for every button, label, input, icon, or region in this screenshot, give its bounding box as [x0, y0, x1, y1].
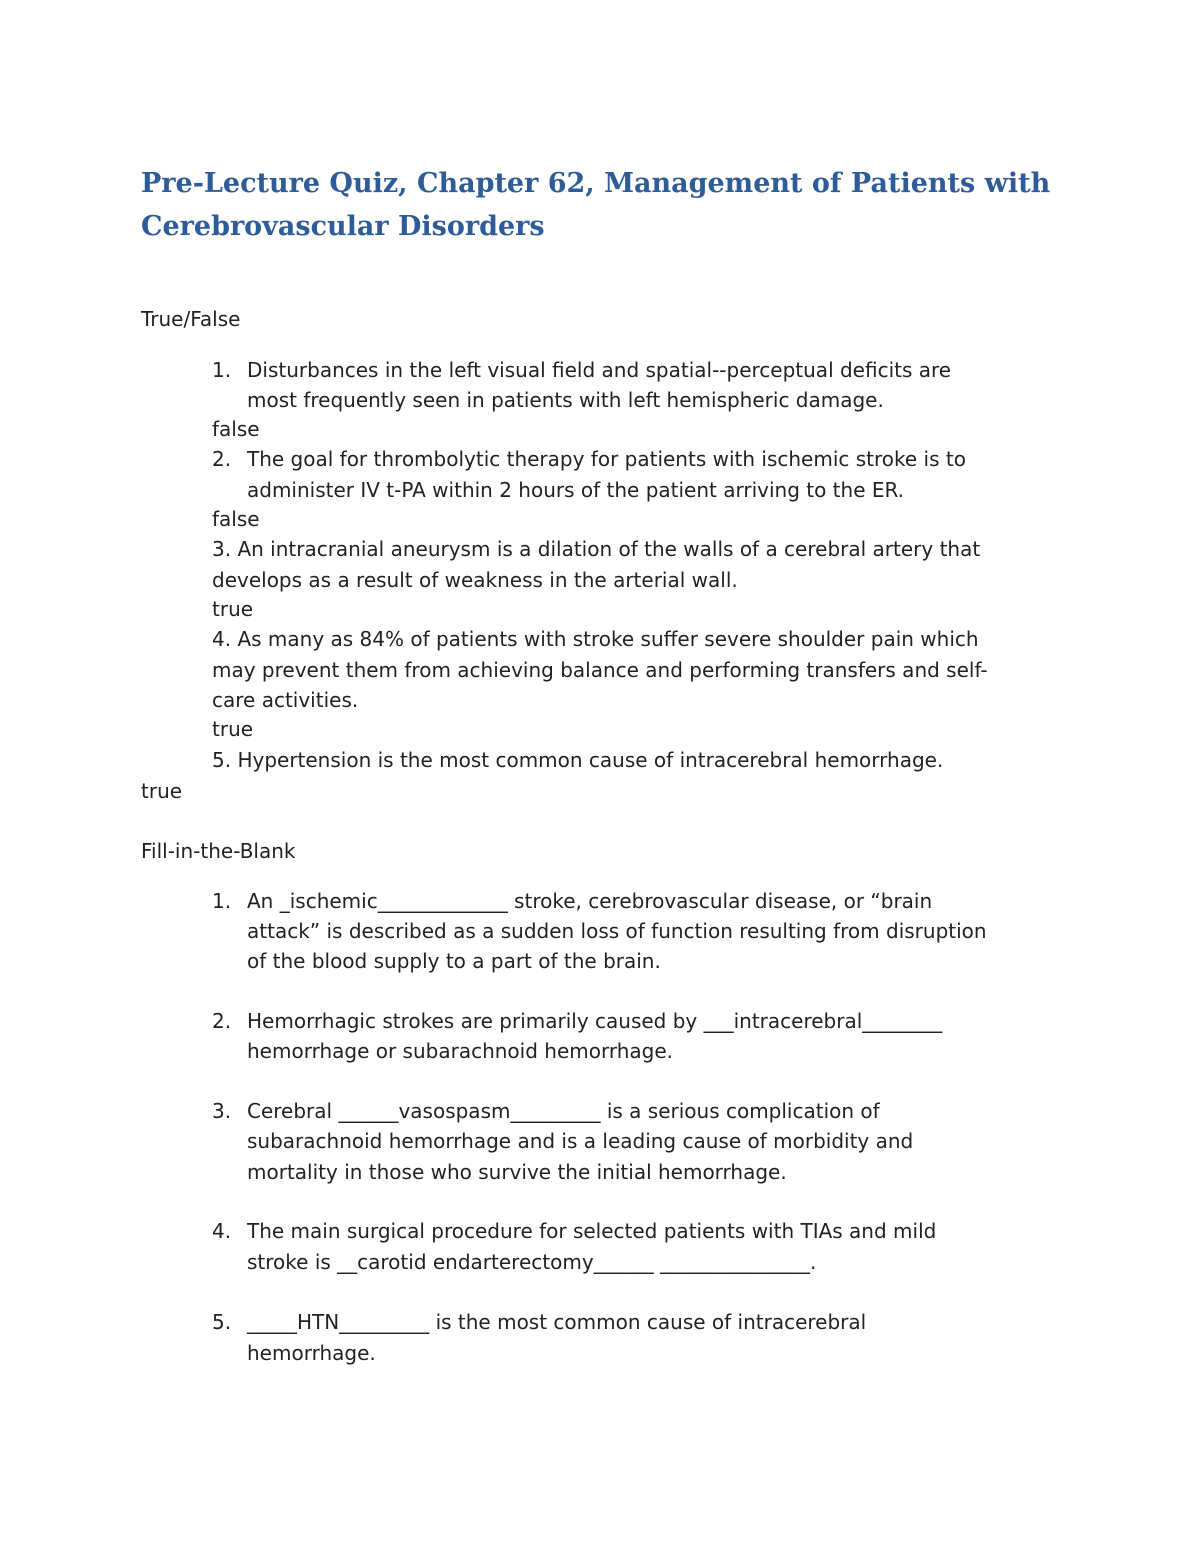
- question-text-line: The main surgical procedure for selected patients with TIAs and mild: [247, 1219, 937, 1243]
- question-text-line: subarachnoid hemorrhage and is a leading cause of morbidity and: [247, 1129, 914, 1153]
- question-text-line: _____HTN_________ is the most common cause of intracerebral: [247, 1310, 867, 1334]
- question-text-line: hemorrhage or subarachnoid hemorrhage.: [247, 1039, 673, 1063]
- question-text-line: mortality in those who survive the initial hemorrhage.: [247, 1160, 787, 1184]
- question-text-line: An _ischemic_____________ stroke, cerebrovascular disease, or “brain: [247, 889, 933, 913]
- question-text-line: stroke is __carotid endarterectomy______ _______________.: [247, 1250, 817, 1274]
- question-text-line: 5. Hypertension is the most common cause of intracerebral hemorrhage.: [212, 748, 944, 772]
- question-number: 1.: [212, 889, 232, 913]
- question-number: 2.: [212, 447, 232, 471]
- question-number: 5.: [212, 1310, 232, 1334]
- answer-text: true: [141, 779, 183, 803]
- answer-text: true: [212, 717, 254, 741]
- question-number: 3.: [212, 1099, 232, 1123]
- question-text-line: administer IV t-PA within 2 hours of the patient arriving to the ER.: [247, 478, 905, 502]
- question-number: 1.: [212, 358, 232, 382]
- question-text-line: most frequently seen in patients with left hemispheric damage.: [247, 388, 884, 412]
- answer-text: false: [212, 507, 260, 531]
- true-false-heading: True/False: [141, 307, 241, 331]
- question-text-line: Disturbances in the left visual field and spatial--perceptual deficits are: [247, 358, 952, 382]
- question-number: 2.: [212, 1009, 232, 1033]
- fill-blank-heading: Fill-in-the-Blank: [141, 839, 296, 863]
- question-text-line: attack” is described as a sudden loss of function resulting from disruption: [247, 919, 987, 943]
- question-text-line: of the blood supply to a part of the brain.: [247, 949, 661, 973]
- question-text-line: develops as a result of weakness in the arterial wall.: [212, 568, 738, 592]
- question-text-line: The goal for thrombolytic therapy for patients with ischemic stroke is to: [247, 447, 966, 471]
- answer-text: true: [212, 597, 254, 621]
- question-text-line: Hemorrhagic strokes are primarily caused by ___intracerebral________: [247, 1009, 943, 1033]
- question-text-line: hemorrhage.: [247, 1341, 376, 1365]
- question-text-line: 4. As many as 84% of patients with stroke suffer severe shoulder pain which: [212, 627, 979, 651]
- page-title: Pre-Lecture Quiz, Chapter 62, Management of Patients with Cerebrovascular Disorders: [141, 168, 1051, 242]
- question-number: 4.: [212, 1219, 232, 1243]
- question-text-line: care activities.: [212, 688, 359, 712]
- answer-text: false: [212, 417, 260, 441]
- question-text-line: Cerebral ______vasospasm_________ is a serious complication of: [247, 1099, 880, 1123]
- question-text-line: may prevent them from achieving balance and performing transfers and self-: [212, 658, 988, 682]
- question-text-line: 3. An intracranial aneurysm is a dilation of the walls of a cerebral artery that: [212, 537, 981, 561]
